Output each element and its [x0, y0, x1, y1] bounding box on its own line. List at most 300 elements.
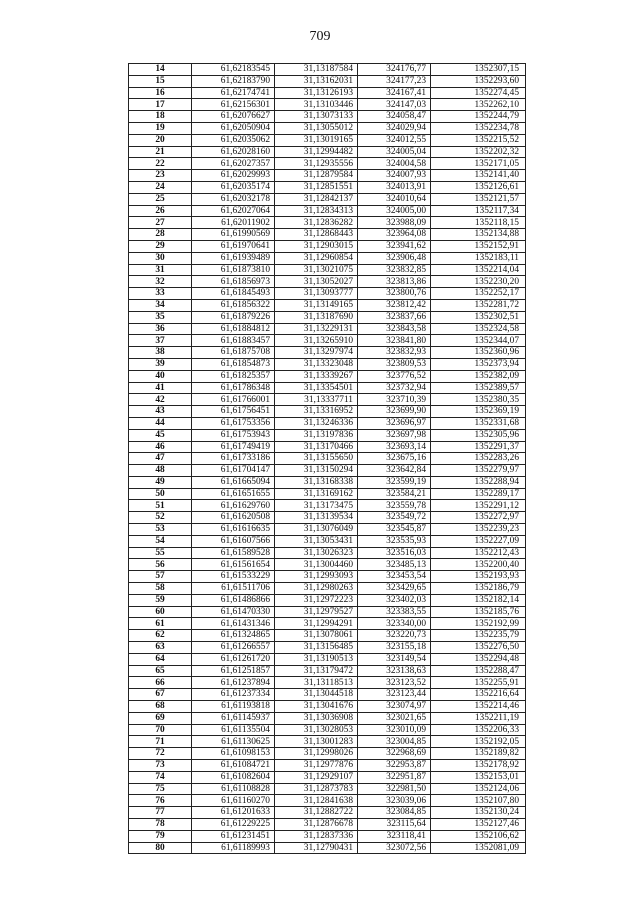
x-coordinate-cell: 323084,85	[358, 807, 431, 819]
longitude-cell: 31,12873783	[275, 783, 358, 795]
table-row	[129, 193, 526, 205]
point-number-cell: 32	[129, 276, 192, 288]
latitude-cell: 61,61108828	[192, 783, 275, 795]
longitude-cell: 31,12876678	[275, 819, 358, 831]
table-row	[129, 500, 526, 512]
x-coordinate-cell: 323941,62	[358, 240, 431, 252]
y-coordinate-cell: 1352230,20	[431, 276, 526, 288]
table-row	[129, 524, 526, 536]
y-coordinate-cell: 1352141,40	[431, 170, 526, 182]
point-number-cell: 69	[129, 712, 192, 724]
longitude-cell: 31,13118513	[275, 677, 358, 689]
longitude-cell: 31,13156485	[275, 642, 358, 654]
latitude-cell: 61,61786348	[192, 382, 275, 394]
point-number-cell: 71	[129, 736, 192, 748]
latitude-cell: 61,61261720	[192, 653, 275, 665]
table-row	[129, 311, 526, 323]
point-number-cell: 79	[129, 830, 192, 842]
table-row	[129, 335, 526, 347]
longitude-cell: 31,13076049	[275, 524, 358, 536]
x-coordinate-cell: 323123,44	[358, 689, 431, 701]
y-coordinate-cell: 1352293,60	[431, 75, 526, 87]
latitude-cell: 61,61629760	[192, 500, 275, 512]
table-row	[129, 158, 526, 170]
x-coordinate-cell: 323693,14	[358, 441, 431, 453]
longitude-cell: 31,13026323	[275, 547, 358, 559]
point-number-cell: 73	[129, 760, 192, 772]
x-coordinate-cell: 323118,41	[358, 830, 431, 842]
longitude-cell: 31,12993093	[275, 571, 358, 583]
x-coordinate-cell: 324004,58	[358, 158, 431, 170]
longitude-cell: 31,13168338	[275, 476, 358, 488]
y-coordinate-cell: 1352288,94	[431, 476, 526, 488]
table-row	[129, 205, 526, 217]
latitude-cell: 61,61883457	[192, 335, 275, 347]
latitude-cell: 61,61753356	[192, 417, 275, 429]
latitude-cell: 61,62011902	[192, 217, 275, 229]
x-coordinate-cell: 323453,54	[358, 571, 431, 583]
point-number-cell: 17	[129, 99, 192, 111]
point-number-cell: 61	[129, 618, 192, 630]
x-coordinate-cell: 323545,87	[358, 524, 431, 536]
x-coordinate-cell: 323584,21	[358, 488, 431, 500]
table-row	[129, 653, 526, 665]
y-coordinate-cell: 1352212,43	[431, 547, 526, 559]
x-coordinate-cell: 323841,80	[358, 335, 431, 347]
latitude-cell: 61,61884812	[192, 323, 275, 335]
table-row	[129, 701, 526, 713]
point-number-cell: 22	[129, 158, 192, 170]
x-coordinate-cell: 323549,72	[358, 512, 431, 524]
latitude-cell: 61,61766001	[192, 394, 275, 406]
x-coordinate-cell: 322953,87	[358, 760, 431, 772]
latitude-cell: 61,61160270	[192, 795, 275, 807]
y-coordinate-cell: 1352193,93	[431, 571, 526, 583]
y-coordinate-cell: 1352192,05	[431, 736, 526, 748]
table-row	[129, 535, 526, 547]
table-row	[129, 229, 526, 241]
latitude-cell: 61,61145937	[192, 712, 275, 724]
x-coordinate-cell: 323340,00	[358, 618, 431, 630]
table-row	[129, 323, 526, 335]
y-coordinate-cell: 1352331,68	[431, 417, 526, 429]
longitude-cell: 31,13036908	[275, 712, 358, 724]
y-coordinate-cell: 1352360,96	[431, 347, 526, 359]
longitude-cell: 31,13229131	[275, 323, 358, 335]
y-coordinate-cell: 1352127,46	[431, 819, 526, 831]
x-coordinate-cell: 323710,39	[358, 394, 431, 406]
table-row	[129, 465, 526, 477]
table-row	[129, 276, 526, 288]
table-row	[129, 712, 526, 724]
point-number-cell: 53	[129, 524, 192, 536]
latitude-cell: 61,61431346	[192, 618, 275, 630]
x-coordinate-cell: 323021,65	[358, 712, 431, 724]
point-number-cell: 65	[129, 665, 192, 677]
y-coordinate-cell: 1352369,19	[431, 406, 526, 418]
x-coordinate-cell: 324177,23	[358, 75, 431, 87]
latitude-cell: 61,61620508	[192, 512, 275, 524]
x-coordinate-cell: 323485,13	[358, 559, 431, 571]
latitude-cell: 61,61749419	[192, 441, 275, 453]
x-coordinate-cell: 323812,42	[358, 299, 431, 311]
point-number-cell: 29	[129, 240, 192, 252]
table-row	[129, 583, 526, 595]
table-row	[129, 453, 526, 465]
latitude-cell: 61,61665094	[192, 476, 275, 488]
latitude-cell: 61,61193818	[192, 701, 275, 713]
latitude-cell: 61,62183790	[192, 75, 275, 87]
latitude-cell: 61,61511706	[192, 583, 275, 595]
latitude-cell: 61,61237334	[192, 689, 275, 701]
latitude-cell: 61,61845493	[192, 288, 275, 300]
x-coordinate-cell: 322981,50	[358, 783, 431, 795]
longitude-cell: 31,12842137	[275, 193, 358, 205]
y-coordinate-cell: 1352186,79	[431, 583, 526, 595]
y-coordinate-cell: 1352153,01	[431, 771, 526, 783]
table-row	[129, 170, 526, 182]
table-row	[129, 748, 526, 760]
x-coordinate-cell: 323732,94	[358, 382, 431, 394]
y-coordinate-cell: 1352274,45	[431, 87, 526, 99]
longitude-cell: 31,12790431	[275, 842, 358, 854]
longitude-cell: 31,12903015	[275, 240, 358, 252]
longitude-cell: 31,13004460	[275, 559, 358, 571]
point-number-cell: 46	[129, 441, 192, 453]
latitude-cell: 61,62029993	[192, 170, 275, 182]
table-row	[129, 842, 526, 854]
x-coordinate-cell: 323220,73	[358, 630, 431, 642]
y-coordinate-cell: 1352252,17	[431, 288, 526, 300]
latitude-cell: 61,61135504	[192, 724, 275, 736]
y-coordinate-cell: 1352302,51	[431, 311, 526, 323]
x-coordinate-cell: 323039,06	[358, 795, 431, 807]
coordinates-table-body	[129, 64, 526, 854]
x-coordinate-cell: 324005,00	[358, 205, 431, 217]
longitude-cell: 31,13073133	[275, 111, 358, 123]
latitude-cell: 61,61651655	[192, 488, 275, 500]
table-row	[129, 547, 526, 559]
y-coordinate-cell: 1352239,23	[431, 524, 526, 536]
longitude-cell: 31,12879584	[275, 170, 358, 182]
point-number-cell: 64	[129, 653, 192, 665]
y-coordinate-cell: 1352276,50	[431, 642, 526, 654]
longitude-cell: 31,13316952	[275, 406, 358, 418]
latitude-cell: 61,62156301	[192, 99, 275, 111]
point-number-cell: 44	[129, 417, 192, 429]
x-coordinate-cell: 323402,03	[358, 594, 431, 606]
x-coordinate-cell: 323837,66	[358, 311, 431, 323]
y-coordinate-cell: 1352107,80	[431, 795, 526, 807]
point-number-cell: 14	[129, 64, 192, 76]
table-row	[129, 559, 526, 571]
longitude-cell: 31,13053431	[275, 535, 358, 547]
x-coordinate-cell: 323800,76	[358, 288, 431, 300]
x-coordinate-cell: 323599,19	[358, 476, 431, 488]
latitude-cell: 61,62174741	[192, 87, 275, 99]
x-coordinate-cell: 324167,41	[358, 87, 431, 99]
point-number-cell: 45	[129, 429, 192, 441]
point-number-cell: 72	[129, 748, 192, 760]
x-coordinate-cell: 323964,08	[358, 229, 431, 241]
latitude-cell: 61,61616635	[192, 524, 275, 536]
table-row	[129, 819, 526, 831]
y-coordinate-cell: 1352262,10	[431, 99, 526, 111]
latitude-cell: 61,61561654	[192, 559, 275, 571]
table-row	[129, 240, 526, 252]
table-row	[129, 264, 526, 276]
longitude-cell: 31,12929107	[275, 771, 358, 783]
latitude-cell: 61,61098153	[192, 748, 275, 760]
x-coordinate-cell: 323696,97	[358, 417, 431, 429]
x-coordinate-cell: 323832,85	[358, 264, 431, 276]
y-coordinate-cell: 1352227,09	[431, 535, 526, 547]
latitude-cell: 61,61229225	[192, 819, 275, 831]
point-number-cell: 60	[129, 606, 192, 618]
table-row	[129, 217, 526, 229]
y-coordinate-cell: 1352373,94	[431, 358, 526, 370]
point-number-cell: 57	[129, 571, 192, 583]
y-coordinate-cell: 1352134,88	[431, 229, 526, 241]
x-coordinate-cell: 324029,94	[358, 122, 431, 134]
y-coordinate-cell: 1352305,96	[431, 429, 526, 441]
latitude-cell: 61,61589528	[192, 547, 275, 559]
longitude-cell: 31,13126193	[275, 87, 358, 99]
point-number-cell: 42	[129, 394, 192, 406]
point-number-cell: 16	[129, 87, 192, 99]
longitude-cell: 31,13021075	[275, 264, 358, 276]
x-coordinate-cell: 323642,84	[358, 465, 431, 477]
y-coordinate-cell: 1352235,79	[431, 630, 526, 642]
y-coordinate-cell: 1352291,37	[431, 441, 526, 453]
y-coordinate-cell: 1352200,40	[431, 559, 526, 571]
table-row	[129, 358, 526, 370]
table-row	[129, 406, 526, 418]
longitude-cell: 31,13149165	[275, 299, 358, 311]
x-coordinate-cell: 323843,58	[358, 323, 431, 335]
point-number-cell: 63	[129, 642, 192, 654]
longitude-cell: 31,13162031	[275, 75, 358, 87]
point-number-cell: 20	[129, 134, 192, 146]
latitude-cell: 61,61082604	[192, 771, 275, 783]
point-number-cell: 50	[129, 488, 192, 500]
y-coordinate-cell: 1352380,35	[431, 394, 526, 406]
point-number-cell: 55	[129, 547, 192, 559]
point-number-cell: 56	[129, 559, 192, 571]
table-row	[129, 677, 526, 689]
point-number-cell: 15	[129, 75, 192, 87]
table-row	[129, 87, 526, 99]
latitude-cell: 61,61470330	[192, 606, 275, 618]
point-number-cell: 18	[129, 111, 192, 123]
point-number-cell: 54	[129, 535, 192, 547]
table-row	[129, 630, 526, 642]
latitude-cell: 61,61970641	[192, 240, 275, 252]
table-row	[129, 299, 526, 311]
point-number-cell: 40	[129, 370, 192, 382]
x-coordinate-cell: 323383,55	[358, 606, 431, 618]
point-number-cell: 24	[129, 181, 192, 193]
x-coordinate-cell: 323776,52	[358, 370, 431, 382]
point-number-cell: 74	[129, 771, 192, 783]
x-coordinate-cell: 322951,87	[358, 771, 431, 783]
point-number-cell: 78	[129, 819, 192, 831]
latitude-cell: 61,62076627	[192, 111, 275, 123]
longitude-cell: 31,12851551	[275, 181, 358, 193]
y-coordinate-cell: 1352185,76	[431, 606, 526, 618]
latitude-cell: 61,62028160	[192, 146, 275, 158]
table-row	[129, 642, 526, 654]
latitude-cell: 61,62050904	[192, 122, 275, 134]
latitude-cell: 61,61266557	[192, 642, 275, 654]
point-number-cell: 48	[129, 465, 192, 477]
y-coordinate-cell: 1352382,09	[431, 370, 526, 382]
table-row	[129, 488, 526, 500]
latitude-cell: 61,61704147	[192, 465, 275, 477]
y-coordinate-cell: 1352279,97	[431, 465, 526, 477]
y-coordinate-cell: 1352121,57	[431, 193, 526, 205]
coordinates-table	[128, 63, 526, 854]
point-number-cell: 36	[129, 323, 192, 335]
point-number-cell: 62	[129, 630, 192, 642]
longitude-cell: 31,12841638	[275, 795, 358, 807]
point-number-cell: 19	[129, 122, 192, 134]
point-number-cell: 49	[129, 476, 192, 488]
x-coordinate-cell: 323535,93	[358, 535, 431, 547]
y-coordinate-cell: 1352130,24	[431, 807, 526, 819]
point-number-cell: 66	[129, 677, 192, 689]
longitude-cell: 31,13173475	[275, 500, 358, 512]
y-coordinate-cell: 1352189,82	[431, 748, 526, 760]
longitude-cell: 31,13093777	[275, 288, 358, 300]
table-row	[129, 417, 526, 429]
point-number-cell: 43	[129, 406, 192, 418]
longitude-cell: 31,12836282	[275, 217, 358, 229]
table-row	[129, 441, 526, 453]
y-coordinate-cell: 1352283,26	[431, 453, 526, 465]
longitude-cell: 31,12977876	[275, 760, 358, 772]
longitude-cell: 31,13179472	[275, 665, 358, 677]
x-coordinate-cell: 323699,90	[358, 406, 431, 418]
point-number-cell: 26	[129, 205, 192, 217]
longitude-cell: 31,13150294	[275, 465, 358, 477]
latitude-cell: 61,61533229	[192, 571, 275, 583]
table-row	[129, 689, 526, 701]
table-row	[129, 382, 526, 394]
y-coordinate-cell: 1352281,72	[431, 299, 526, 311]
point-number-cell: 67	[129, 689, 192, 701]
longitude-cell: 31,12882722	[275, 807, 358, 819]
y-coordinate-cell: 1352214,46	[431, 701, 526, 713]
x-coordinate-cell: 323988,09	[358, 217, 431, 229]
latitude-cell: 61,61856973	[192, 276, 275, 288]
latitude-cell: 61,61939489	[192, 252, 275, 264]
y-coordinate-cell: 1352215,52	[431, 134, 526, 146]
longitude-cell: 31,12960854	[275, 252, 358, 264]
table-row	[129, 795, 526, 807]
point-number-cell: 38	[129, 347, 192, 359]
longitude-cell: 31,12935556	[275, 158, 358, 170]
x-coordinate-cell: 324012,55	[358, 134, 431, 146]
x-coordinate-cell: 323123,52	[358, 677, 431, 689]
longitude-cell: 31,13339267	[275, 370, 358, 382]
longitude-cell: 31,13297974	[275, 347, 358, 359]
latitude-cell: 61,61856322	[192, 299, 275, 311]
y-coordinate-cell: 1352344,07	[431, 335, 526, 347]
y-coordinate-cell: 1352206,33	[431, 724, 526, 736]
longitude-cell: 31,13170466	[275, 441, 358, 453]
longitude-cell: 31,12980263	[275, 583, 358, 595]
x-coordinate-cell: 322968,69	[358, 748, 431, 760]
point-number-cell: 35	[129, 311, 192, 323]
longitude-cell: 31,13001283	[275, 736, 358, 748]
x-coordinate-cell: 323004,85	[358, 736, 431, 748]
x-coordinate-cell: 323813,86	[358, 276, 431, 288]
x-coordinate-cell: 323074,97	[358, 701, 431, 713]
table-row	[129, 736, 526, 748]
y-coordinate-cell: 1352081,09	[431, 842, 526, 854]
longitude-cell: 31,13187690	[275, 311, 358, 323]
point-number-cell: 30	[129, 252, 192, 264]
longitude-cell: 31,13169162	[275, 488, 358, 500]
longitude-cell: 31,13052027	[275, 276, 358, 288]
longitude-cell: 31,12994482	[275, 146, 358, 158]
y-coordinate-cell: 1352324,58	[431, 323, 526, 335]
table-row	[129, 134, 526, 146]
longitude-cell: 31,13028053	[275, 724, 358, 736]
x-coordinate-cell: 323429,65	[358, 583, 431, 595]
latitude-cell: 61,62027064	[192, 205, 275, 217]
point-number-cell: 47	[129, 453, 192, 465]
table-row	[129, 512, 526, 524]
latitude-cell: 61,61486866	[192, 594, 275, 606]
x-coordinate-cell: 323072,56	[358, 842, 431, 854]
table-row	[129, 724, 526, 736]
x-coordinate-cell: 323138,63	[358, 665, 431, 677]
point-number-cell: 37	[129, 335, 192, 347]
point-number-cell: 59	[129, 594, 192, 606]
y-coordinate-cell: 1352389,57	[431, 382, 526, 394]
y-coordinate-cell: 1352211,19	[431, 712, 526, 724]
point-number-cell: 33	[129, 288, 192, 300]
latitude-cell: 61,61733186	[192, 453, 275, 465]
point-number-cell: 68	[129, 701, 192, 713]
y-coordinate-cell: 1352216,64	[431, 689, 526, 701]
table-row	[129, 181, 526, 193]
point-number-cell: 23	[129, 170, 192, 182]
longitude-cell: 31,13337711	[275, 394, 358, 406]
longitude-cell: 31,12837336	[275, 830, 358, 842]
latitude-cell: 61,61875708	[192, 347, 275, 359]
table-row	[129, 75, 526, 87]
latitude-cell: 61,61753943	[192, 429, 275, 441]
latitude-cell: 61,61854873	[192, 358, 275, 370]
y-coordinate-cell: 1352202,32	[431, 146, 526, 158]
x-coordinate-cell: 323675,16	[358, 453, 431, 465]
table-row	[129, 771, 526, 783]
x-coordinate-cell: 323809,53	[358, 358, 431, 370]
longitude-cell: 31,13041676	[275, 701, 358, 713]
y-coordinate-cell: 1352117,34	[431, 205, 526, 217]
longitude-cell: 31,12868443	[275, 229, 358, 241]
point-number-cell: 28	[129, 229, 192, 241]
latitude-cell: 61,62035174	[192, 181, 275, 193]
table-row	[129, 594, 526, 606]
point-number-cell: 34	[129, 299, 192, 311]
table-row	[129, 665, 526, 677]
table-row	[129, 99, 526, 111]
longitude-cell: 31,13246336	[275, 417, 358, 429]
